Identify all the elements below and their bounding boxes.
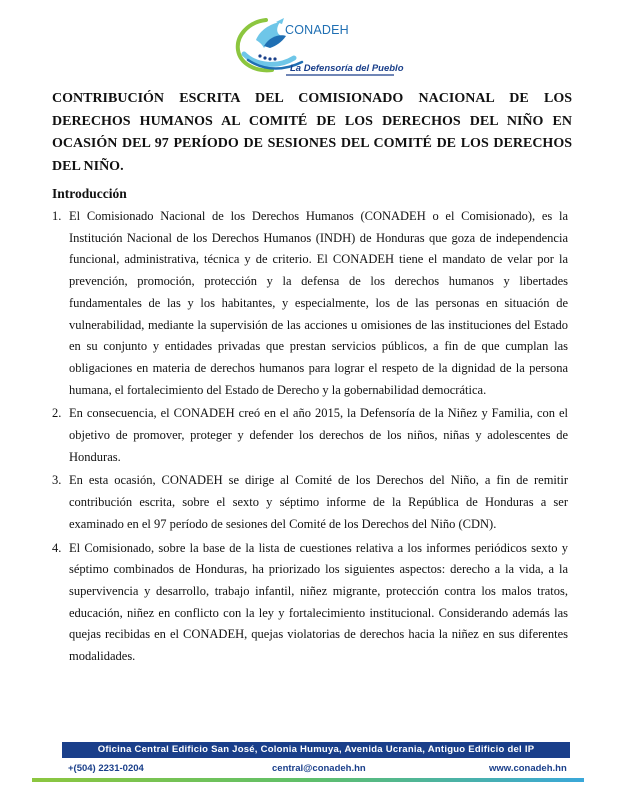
item-text: El Comisionado, sobre la base de la lista de cuestiones relativa a los informes periódicos sexto y séptimo combinados de Honduras, ha priorizado los siguientes aspectos: derecho a la vida, a la supervivencia y desarrollo, trabajo infantil, niñez migrante, protección contra los malos tratos, educación, niñez en conflicto con la ley y fortalecimiento institucional. Considerando además las quejas recibidas en el CONADEH, quejas violatorias de derechos hacia la niñez en sus diferentes modalidades. bbox=[69, 540, 568, 664]
intro-list bbox=[52, 206, 568, 670]
item-text: En esta ocasión, CONADEH se dirige al Comité de los Derechos del Niño, a fin de remitir contribución escrita, sobre el sexto y séptimo informe de la República de Honduras a ser examinado en el 97 período de sesiones del Comité de los Derechos del Niño (CDN). bbox=[69, 473, 568, 531]
footer-email[interactable]: central@conadeh.hn bbox=[272, 763, 366, 774]
item-text: El Comisionado Nacional de los Derechos Humanos (CONADEH o el Comisionado), es la Institución Nacional de los Derechos Humanos (INDH) de Honduras que goza de independencia funcional, administrativa, técnica y de criterio. El CONADEH tiene el mandato de velar por la prevención, promoción, protección y la defensa de los derechos humanos y libertades fundamentales de las y los habitantes, y especialmente, los de las personas en situación de vulnerabilidad, mediante la supervisión de las acciones u omisiones de las instituciones del Estado en su conjunto y entidades privadas que prestan servicios públicos, a fin de que cumplan las obligaciones en materia de derechos humanos para lograr el respeto de la dignidad de la persona humana, el fortalecimiento del Estado de Derecho y la gobernabilidad democrática. bbox=[69, 209, 568, 397]
item-text: En consecuencia, el CONADEH creó en el año 2015, la Defensoría de la Niñez y Familia, con el objetivo de promover, proteger y defender los derechos de los niños, niñas y adolescentes de Honduras. bbox=[69, 406, 568, 464]
item-number: 4. bbox=[52, 540, 62, 555]
list-item bbox=[52, 470, 568, 535]
footer-address: Oficina Central Edificio San José, Colonia Humuya, Avenida Ucrania, Antiguo Edificio del IP bbox=[62, 742, 570, 758]
conadeh-logo bbox=[226, 6, 404, 78]
document-title: CONTRIBUCIÓN ESCRITA DEL COMISIONADO NACIONAL DE LOS DERECHOS HUMANOS AL COMITÉ DE LOS DERECHOS DEL NIÑO EN OCASIÓN DEL 97 PERÍODO DE SESIONES DEL COMITÉ DE LOS DERECHOS DEL NIÑO. bbox=[52, 91, 572, 174]
logo-tagline: La Defensoría del Pueblo bbox=[290, 63, 404, 74]
item-number: 1. bbox=[52, 209, 62, 223]
list-item bbox=[52, 206, 568, 401]
footer-website[interactable]: www.conadeh.hn bbox=[489, 763, 567, 774]
list-item bbox=[52, 538, 568, 668]
footer-phone: +(504) 2231-0204 bbox=[68, 763, 144, 774]
section-heading: Introducción bbox=[52, 186, 127, 201]
item-number: 2. bbox=[52, 406, 62, 421]
footer-divider bbox=[32, 778, 584, 782]
list-item bbox=[52, 403, 568, 468]
logo-org-name: CONADEH bbox=[285, 23, 349, 37]
item-number: 3. bbox=[52, 473, 62, 488]
